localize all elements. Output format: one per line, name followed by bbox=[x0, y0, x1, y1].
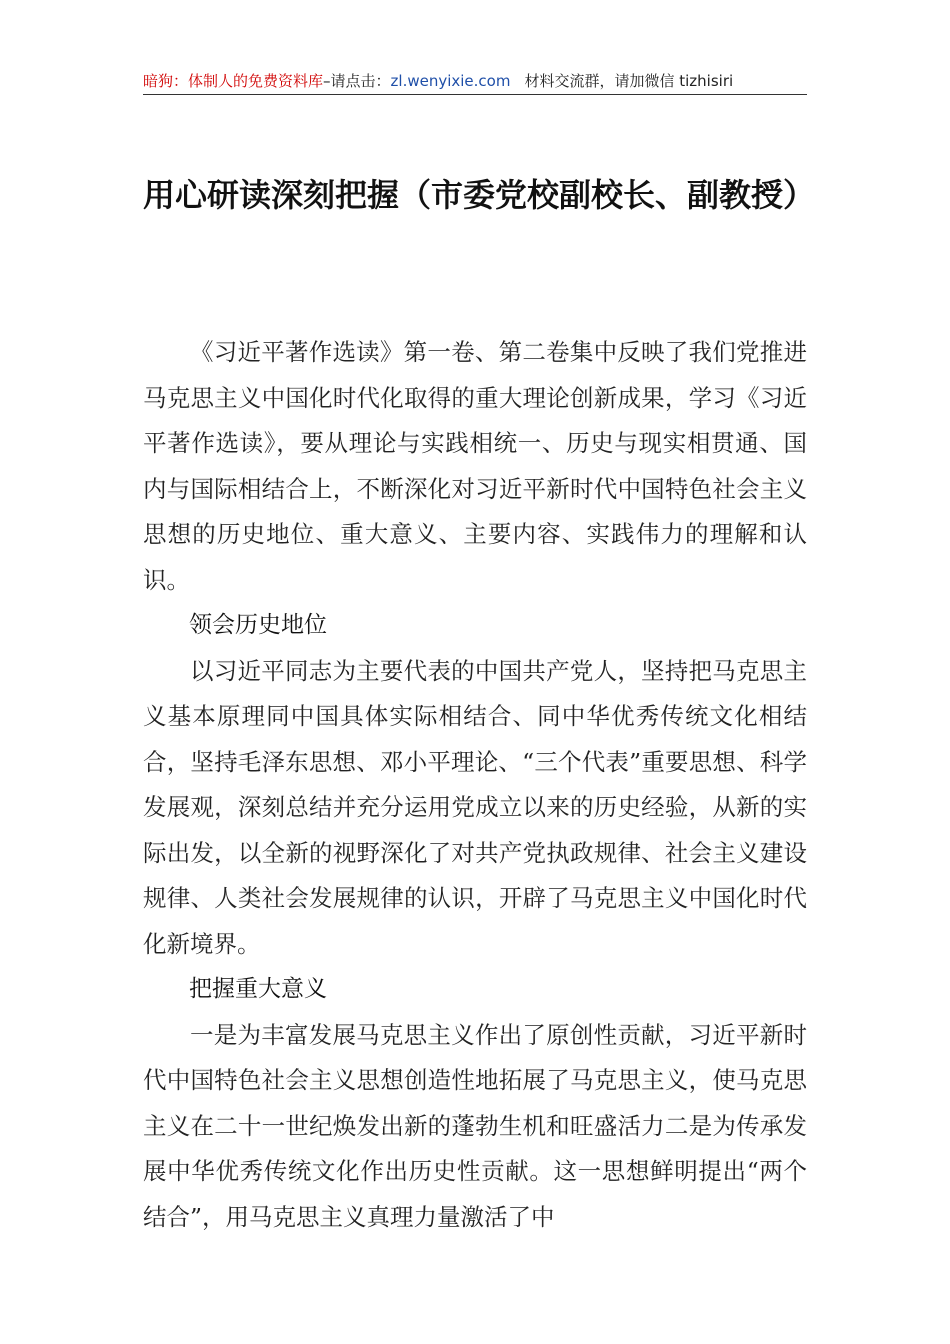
section-heading-significance: 把握重大意义 bbox=[189, 976, 327, 1002]
section-heading-historical-status: 领会历史地位 bbox=[189, 612, 327, 638]
header-click-prompt: –请点击： bbox=[323, 72, 391, 90]
paragraph-historical-status: 以习近平同志为主要代表的中国共产党人，坚持把马克思主义基本原理同中国具体实际相结合、同中华优秀传统文化相结合，坚持毛泽东思想、邓小平理论、“三个代表”重要思想、科学发展观，深刻总结并充分运用党成立以来的历史经验，从新的实际出发，以全新的视野深化了对共产党执政规律、社会主义建设规律、人类社会发展规律的认识，开辟了马克思主义中国化时代化新境界。 bbox=[143, 656, 807, 958]
page-header bbox=[143, 68, 807, 95]
document-body bbox=[143, 330, 807, 1240]
document-title: 用心研读深刻把握（市委党校副校长、副教授） bbox=[143, 176, 816, 214]
paragraph-intro: 《习近平著作选读》第一卷、第二卷集中反映了我们党推进马克思主义中国化时代化取得的重大理论创新成果，学习《习近平著作选读》，要从理论与实践相统一、历史与现实相贯通、国内与国际相结合上，不断深化对习近平新时代中国特色社会主义思想的历史地位、重大意义、主要内容、实践伟力的理解和认识。 bbox=[143, 338, 807, 594]
paragraph-significance: 一是为丰富发展马克思主义作出了原创性贡献，习近平新时代中国特色社会主义思想创造性地拓展了马克思主义，使马克思主义在二十一世纪焕发出新的蓬勃生机和旺盛活力二是为传承发展中华优秀传统文化作出历史性贡献。这一思想鲜明提出“两个结合”，用马克思主义真理力量激活了中 bbox=[143, 1020, 807, 1231]
header-url-link[interactable]: zl.wenyixie.com bbox=[390, 72, 511, 90]
header-wechat-note: 材料交流群，请加微信 tizhisiri bbox=[524, 72, 734, 90]
header-brand: 暗狗：体制人的免费资料库 bbox=[143, 72, 324, 90]
